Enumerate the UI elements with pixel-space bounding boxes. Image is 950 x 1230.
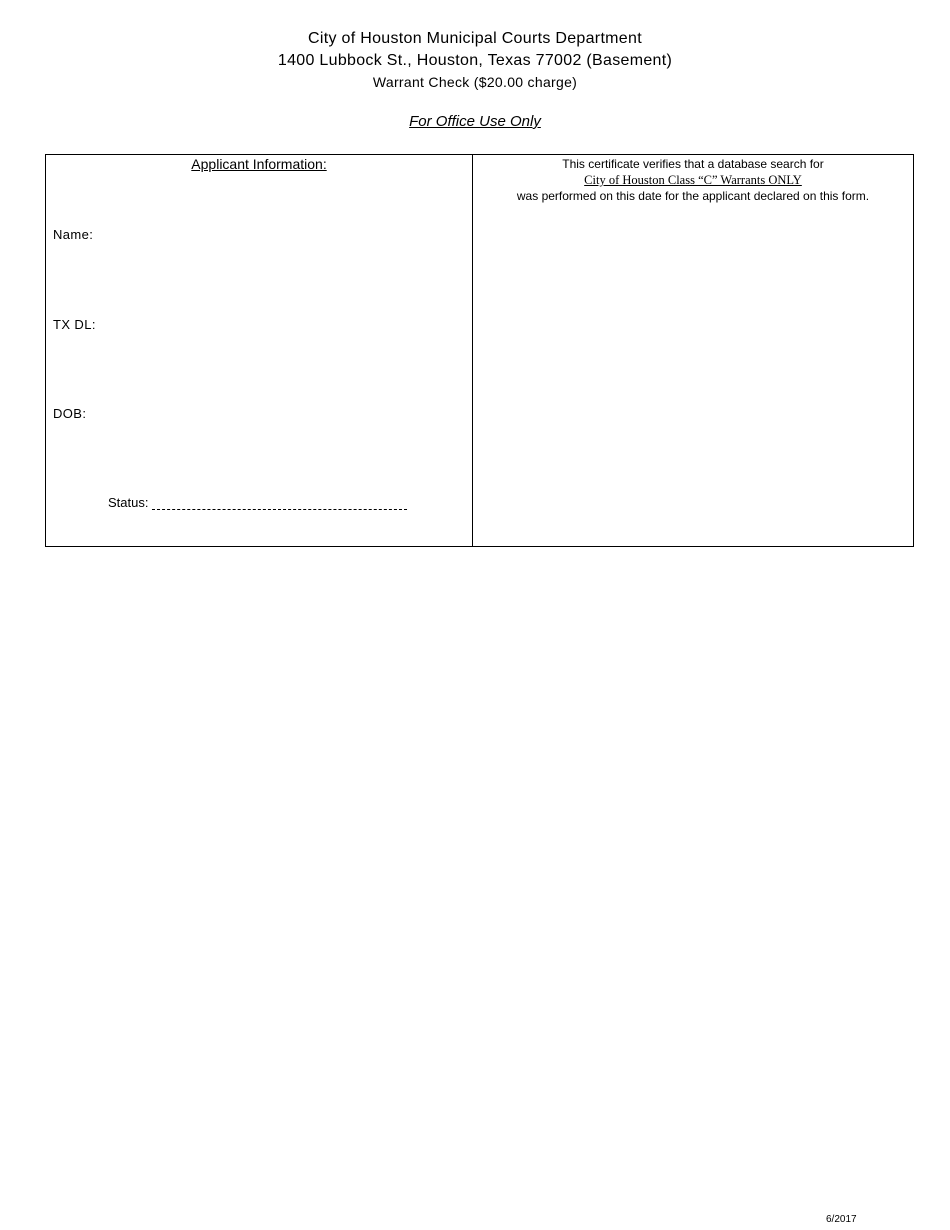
office-use-only-heading: For Office Use Only [409,113,541,130]
form-revision-date: 6/2017 [826,1214,857,1225]
document-header [0,28,950,92]
name-label: Name: [53,227,94,242]
certificate-line-3: was performed on this date for the applicant declared on this form. [516,189,870,203]
applicant-information-title: Applicant Information: [191,156,327,172]
certificate-line-1: This certificate verifies that a database search for [562,157,824,171]
department-title: City of Houston Municipal Courts Department [308,30,642,47]
applicant-information-panel [46,155,473,546]
status-blank-line[interactable] [152,508,407,510]
name-field[interactable] [53,227,93,242]
txdl-label: TX DL: [53,317,96,332]
certificate-statement [473,156,913,204]
dob-field[interactable] [53,406,86,421]
status-label: Status: [108,495,149,510]
txdl-field[interactable] [53,317,96,332]
dob-label: DOB: [53,406,87,421]
warrant-check-charge: Warrant Check ($20.00 charge) [372,74,578,90]
status-field[interactable] [108,495,407,510]
certificate-line-2: City of Houston Class “C” Warrants ONLY [584,173,802,187]
certificate-panel [473,155,913,546]
office-use-form [45,154,914,547]
department-address: 1400 Lubbock St., Houston, Texas 77002 (Basement) [277,52,673,69]
